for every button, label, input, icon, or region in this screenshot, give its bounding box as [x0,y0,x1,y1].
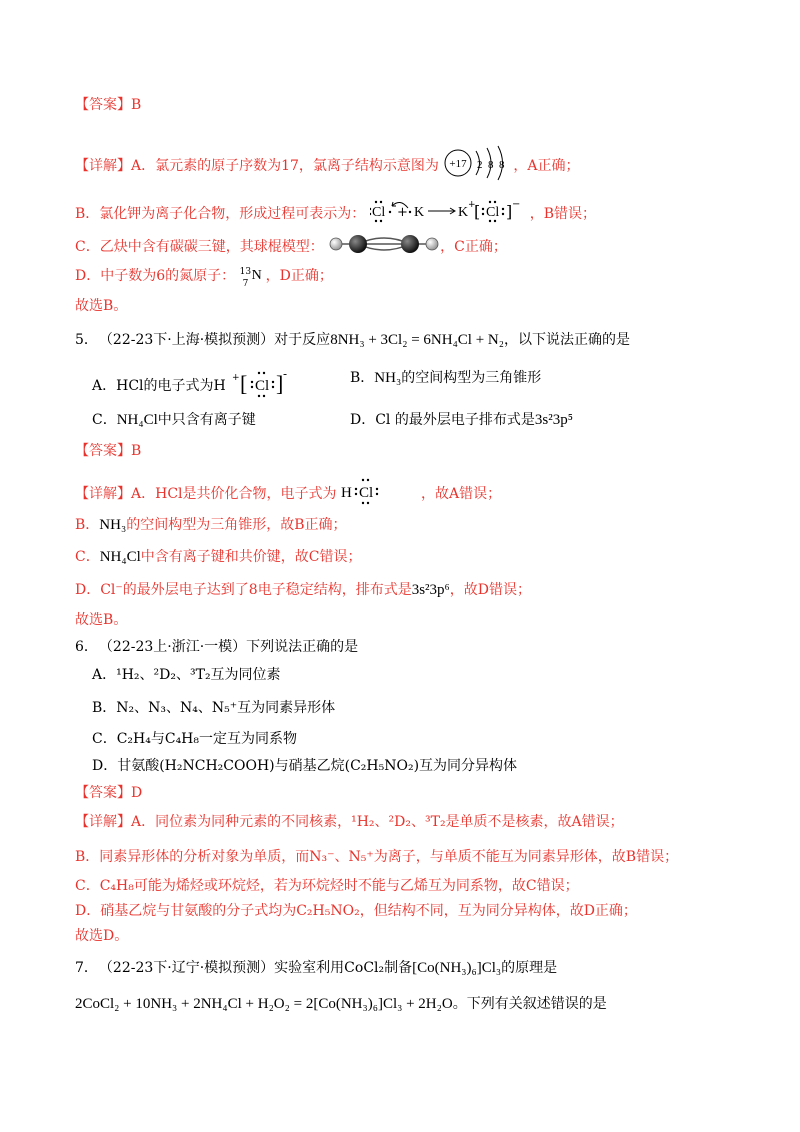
option-d-text: D．Cl 的最外层电子排布式是 [350,412,535,428]
q5-option-c [92,410,256,430]
option-a-text: A．HCl的电子式为H [92,378,226,394]
answer-value: B [131,443,142,459]
detail5-d-text: D．Cl⁻的最外层电子达到了8电子稳定结构，排布式是 [75,582,412,598]
svg-text:+: + [467,200,476,210]
conclusion-1: 故选B。 [75,298,128,314]
nitrogen-nuclide [239,266,266,289]
detail5-d-end: ，故D错误； [449,582,532,598]
q5-option-a [92,368,290,404]
detail5-d-config: 3s²3p⁶ [411,582,450,598]
question-5-stem [75,330,630,350]
detail5-b-line [75,515,347,535]
nucleus-charge: +17 [449,158,467,170]
option-b-label: B． [350,370,375,386]
question-7-stem [75,958,557,978]
svg-text:]: ] [276,371,284,396]
svg-text:]: ] [505,202,512,221]
option-c-text: 中只含有离子键 [157,412,256,428]
svg-text:-: - [283,368,288,381]
detail-tag: 【详解】 [75,486,131,502]
detail5-c-line [75,547,362,567]
detail5-a-line [75,476,501,512]
detail-c-end: ，C正确； [440,239,507,255]
question-number: 5． [75,332,98,348]
detail5-b-label: B． [75,517,100,533]
q6-option-c: C．C₂H₄与C₄H₈一定互为同系物 [92,731,298,747]
question-6-stem [75,637,358,657]
detail6-a-line [75,812,624,832]
atomic-number: 7 [242,279,249,289]
question-7-equation-line [75,994,607,1014]
option-d-config: 3s²3p⁵ [534,412,573,428]
hcl-electron-formula [230,368,290,404]
option-b-chem: NH₃ [374,370,402,386]
answer-value: B [131,97,142,113]
answer-label: 【答案】 [75,785,131,801]
cl-atom: Cl [358,485,374,501]
svg-text:+: + [396,205,408,220]
svg-text:−: − [511,199,521,210]
chloride-ion-diagram [443,145,513,187]
svg-text:[: [ [240,371,248,396]
answer-value: D [131,785,143,801]
q5-option-d [350,410,573,430]
shell-3-count: 8 [499,159,505,171]
detail6-c-line: C．C₄H₈可能为烯烃或环烷烃，若为环烷烃时不能与乙烯互为同系物，故C错误； [75,878,579,894]
shell-2-count: 8 [488,159,494,171]
detail-a-text: A．氯元素的原子序数为17，氯离子结构示意图为 [131,158,439,174]
conclusion-5: 故选B。 [75,612,128,628]
detail6-b-line: B．同素异形体的分析对象为单质，而N₃⁻、N₅⁺为离子，与单质不能互为同素异形体，故B错误； [75,849,679,865]
option-c-label: C． [92,412,117,428]
answer-6 [75,783,142,803]
reaction-equation: 8NH₃ + 3Cl₂ = 6NH₄Cl + N₂ [330,332,504,348]
detail5-a-text: A．HCl是共价化合物，电子式为 [131,486,337,502]
detail6-d-line: D．硝基乙烷与甘氨酸的分子式均为C₂H₅NO₂，但结构不同，互为同分异构体，故D正确； [75,903,637,919]
answer-block [75,95,141,115]
answer-label: 【答案】 [75,443,131,459]
detail5-c-label: C． [75,549,100,565]
detail5-b-chem: NH₃ [99,517,127,533]
hcl-covalent-formula [341,476,421,512]
reaction-equation: 2CoCl₂ + 10NH₃ + 2NH₄Cl + H₂O₂ = 2[Co(NH₃)₆]Cl₃ + 2H₂O [75,996,453,1012]
question-source: （22-23下·上海·模拟预测）对于反应 [105,332,331,348]
detail5-d-line [75,580,531,600]
svg-text:+: + [232,373,240,383]
question-number: 7． [75,960,98,976]
detail6-a-text: A．同位素为同种元素的不同核素，¹H₂、²D₂、³T₂是单质不是核素，故A错误； [131,814,624,830]
question-number: 6． [75,639,98,655]
detail-d-text: D．中子数为6的氮原子： [75,268,236,284]
cl-ion: Cl [485,205,499,220]
question-tail: ，以下说法正确的是 [504,332,630,348]
q5-option-b [350,368,541,388]
conclusion-6: 故选D。 [75,928,129,944]
detail-a-end: ，A正确； [513,158,580,174]
kcl-formation-diagram [370,198,530,230]
question-tail: 。下列有关叙述错误的是 [452,996,607,1012]
detail-tag: 【详解】 [75,158,131,174]
k-atom: K [413,205,424,220]
detail-d-end: ，D正确； [265,268,333,284]
question-source: （22-23下·辽宁·模拟预测）实验室利用CoCl₂制备 [105,960,413,976]
detail5-c-chem: NH₄Cl [99,549,141,565]
h-atom: H [340,485,352,501]
cl-atom: Cl [371,205,385,220]
detail-tag: 【详解】 [75,814,131,830]
detail5-c-text: 中含有离子键和共价键，故C错误； [140,549,362,565]
option-a-cl: Cl [255,378,270,394]
nuclide-symbol: N [251,268,262,283]
svg-text:[: [ [473,202,480,221]
question-source: （22-23上·浙江·一模）下列说法正确的是 [105,639,359,655]
detail-b-text: B．氯化钾为离子化合物，形成过程可表示为： [75,206,366,222]
shell-1-count: 2 [477,159,483,171]
k-ion: K [457,205,468,220]
detail5-a-end: ，故A错误； [420,486,502,502]
complex-formula: [Co(NH₃)₆]Cl₃ [412,960,502,976]
detail-c-line [75,232,507,262]
mass-number: 13 [239,267,252,277]
option-b-text: 的空间构型为三角锥形 [401,370,542,386]
answer-5 [75,441,141,461]
option-c-chem: NH₄Cl [116,412,158,428]
acetylene-model [328,232,440,262]
question-source-end: 的原理是 [501,960,558,976]
detail-c-text: C．乙炔中含有碳碳三键，其球棍模型： [75,239,324,255]
answer-label: 【答案】 [75,97,131,113]
detail-b-end: ，B错误； [529,206,597,222]
detail5-b-text: 的空间构型为三角锥形，故B正确； [126,517,347,533]
detail-d-line [75,266,333,289]
q6-option-d: D．甘氨酸(H₂NCH₂COOH)与硝基乙烷(C₂H₅NO₂)互为同分异构体 [92,758,518,774]
q6-option-a: A．¹H₂、²D₂、³T₂互为同位素 [92,667,281,683]
detail-b-line [75,198,596,230]
q6-option-b: B．N₂、N₃、N₄、N₅⁺互为同素异形体 [92,700,336,716]
detail-a-line [75,145,580,187]
